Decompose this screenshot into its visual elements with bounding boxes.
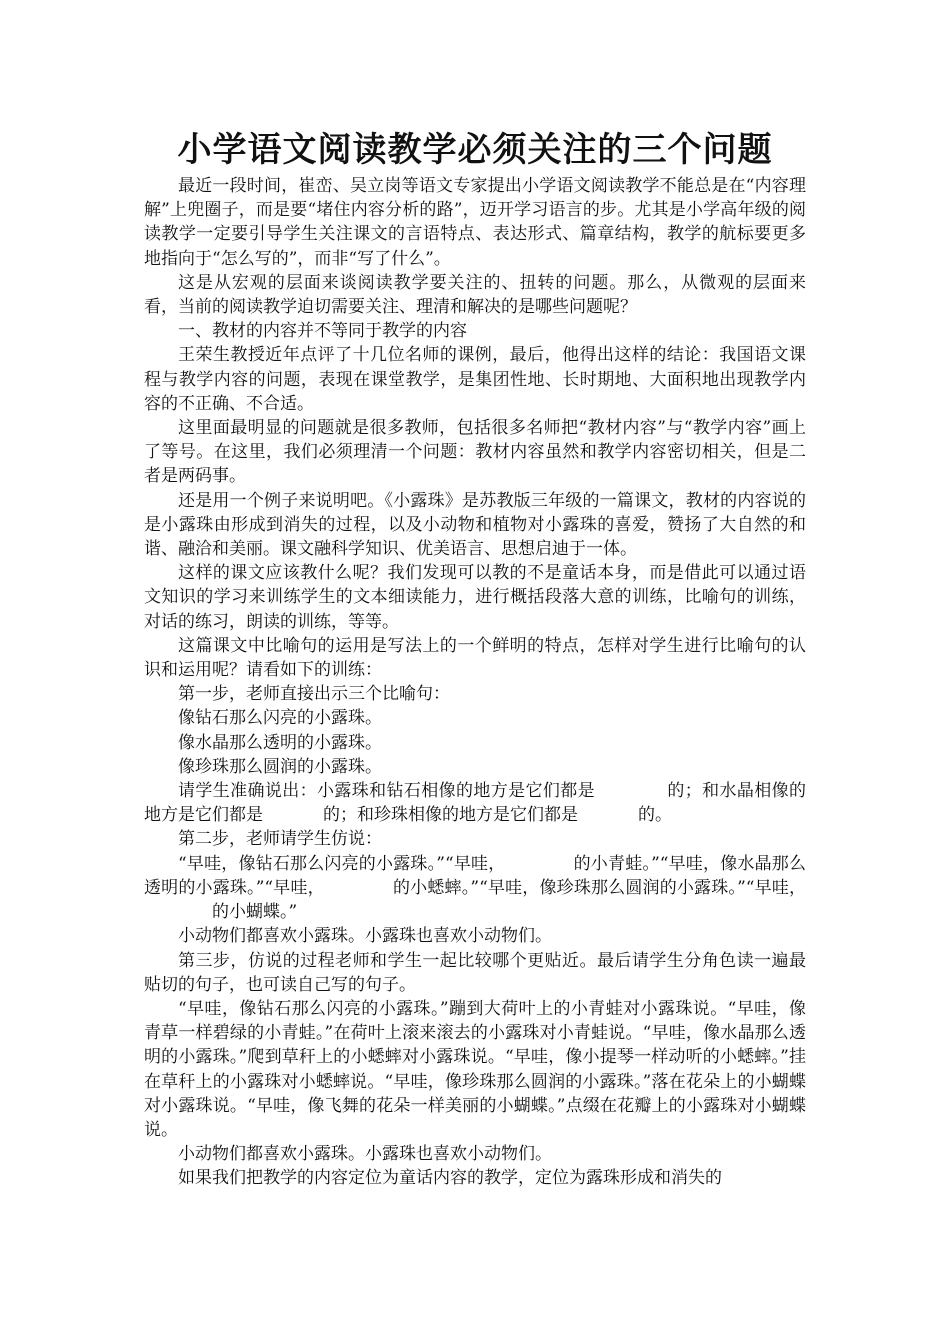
paragraph: 这里面最明显的问题就是很多教师，包括很多名师把“教材内容”与“教学内容”画上了等号。在这里，我们必须理清一个问题：教材内容虽然和教学内容密切相关，但是二者是两码事。 — [144, 418, 806, 487]
paragraph: 小动物们都喜欢小露珠。小露珠也喜欢小动物们。 — [178, 926, 552, 947]
paragraph: 第一步，老师直接出示三个比喻句： — [178, 684, 450, 705]
paragraph: 如果我们把教学的内容定位为童话内容的教学，定位为露珠形成和消失的 — [178, 1168, 722, 1189]
example-sentence: 像珍珠那么圆润的小露珠。 — [178, 756, 382, 777]
text-segment: “早哇，像钻石那么闪亮的小露珠。”“早哇， — [178, 853, 506, 874]
text-segment: 的；和水晶相像的地方是它们都是 — [144, 781, 806, 826]
text-segment: 的；和珍珠相像的地方是它们都是 — [323, 805, 578, 826]
paragraph: 第三步，仿说的过程老师和学生一起比较哪个更贴近。最后请学生分角色读一遍最贴切的句子，也可读自己写的句子。 — [144, 950, 806, 995]
section-heading: 一、教材的内容并不等同于教学的内容 — [178, 321, 467, 342]
document-page — [144, 126, 806, 1191]
dialogue-paragraph: “早哇，像钻石那么闪亮的小露珠。”蹦到大荷叶上的小青蛙对小露珠说。“早哇，像青草一样碧绿的小青蛙。”在荷叶上滚来滚去的小露珠对小青蛙说。“早哇，像水晶那么透明的小露珠。”爬到草秆上的小蟋蟀对小露珠说。“早哇，像小提琴一样动听的小蟋蟀。”挂在草秆上的小露珠对小蟋蟀说。“早哇，像珍珠那么圆润的小露珠。”落在花朵上的小蝴蝶对小露珠说。“早哇，像飞舞的花朵一样美丽的小蝴蝶。”点缀在花瓣上的小露珠对小蝴蝶说。 — [144, 998, 806, 1140]
example-sentence: 像水晶那么透明的小露珠。 — [178, 732, 382, 753]
paragraph: 第二步，老师请学生仿说： — [178, 829, 382, 850]
paragraph: 这是从宏观的层面来谈阅读教学要关注的、扭转的问题。那么，从微观的层面来看，当前的阅读教学迫切需要关注、理清和解决的是哪些问题呢？ — [144, 272, 806, 318]
document-body — [144, 174, 806, 1191]
paragraph: 王荣生教授近年点评了十几位名师的课例，最后，他得出这样的结论：我国语文课程与教学内容的问题，表现在课堂教学，是集团性地、长时期地、大面积地出现教学内容的不正确、不合适。 — [144, 345, 806, 414]
document-title: 小学语文阅读教学必须关注的三个问题 — [177, 130, 773, 170]
fill-in-blank-paragraph — [144, 852, 806, 925]
text-segment: 的小蟋蟀。”“早哇，像珍珠那么圆润的小露珠。”“早哇， — [392, 877, 806, 898]
paragraph: 最近一段时间，崔峦、吴立岗等语文专家提出小学语文阅读教学不能总是在“内容理解”上兜圈子，而是要“堵住内容分析的路”，迈开学习语言的步。尤其是小学高年级的阅读教学一定要引导学生关注课文的言语特点、表达形式、篇章结构，教学的航标要更多地指向于“怎么写的”，而非“写了什么”。 — [144, 176, 806, 269]
text-segment: 的小蝴蝶。” — [212, 902, 298, 923]
paragraph: 这样的课文应该教什么呢？我们发现可以教的不是童话本身，而是借此可以通过语文知识的学习来训练学生的文本细读能力，进行概括段落大意的训练，比喻句的训练，对话的练习，朗读的训练，等等。 — [144, 563, 806, 632]
text-segment: 的。 — [638, 805, 672, 826]
paragraph: 这篇课文中比喻句的运用是写法上的一个鲜明的特点，怎样对学生进行比喻句的认识和运用呢？请看如下的训练： — [144, 635, 806, 681]
paragraph: 小动物们都喜欢小露珠。小露珠也喜欢小动物们。 — [178, 1144, 552, 1165]
text-segment: 请学生准确说出：小露珠和钻石相像的地方是它们都是 — [178, 781, 595, 802]
example-sentence: 像钻石那么闪亮的小露珠。 — [178, 708, 382, 729]
paragraph: 还是用一个例子来说明吧。《小露珠》是苏教版三年级的一篇课文，教材的内容说的是小露珠由形成到消失的过程，以及小动物和植物对小露珠的喜爱，赞扬了大自然的和谐、融洽和美丽。课文融科学知识、优美语言、思想启迪于一体。 — [144, 490, 806, 560]
text-segment: 的小青蛙。”“早哇，像水晶那么透明的小露珠。”“早哇， — [144, 853, 806, 898]
fill-in-blank-paragraph — [144, 779, 806, 827]
